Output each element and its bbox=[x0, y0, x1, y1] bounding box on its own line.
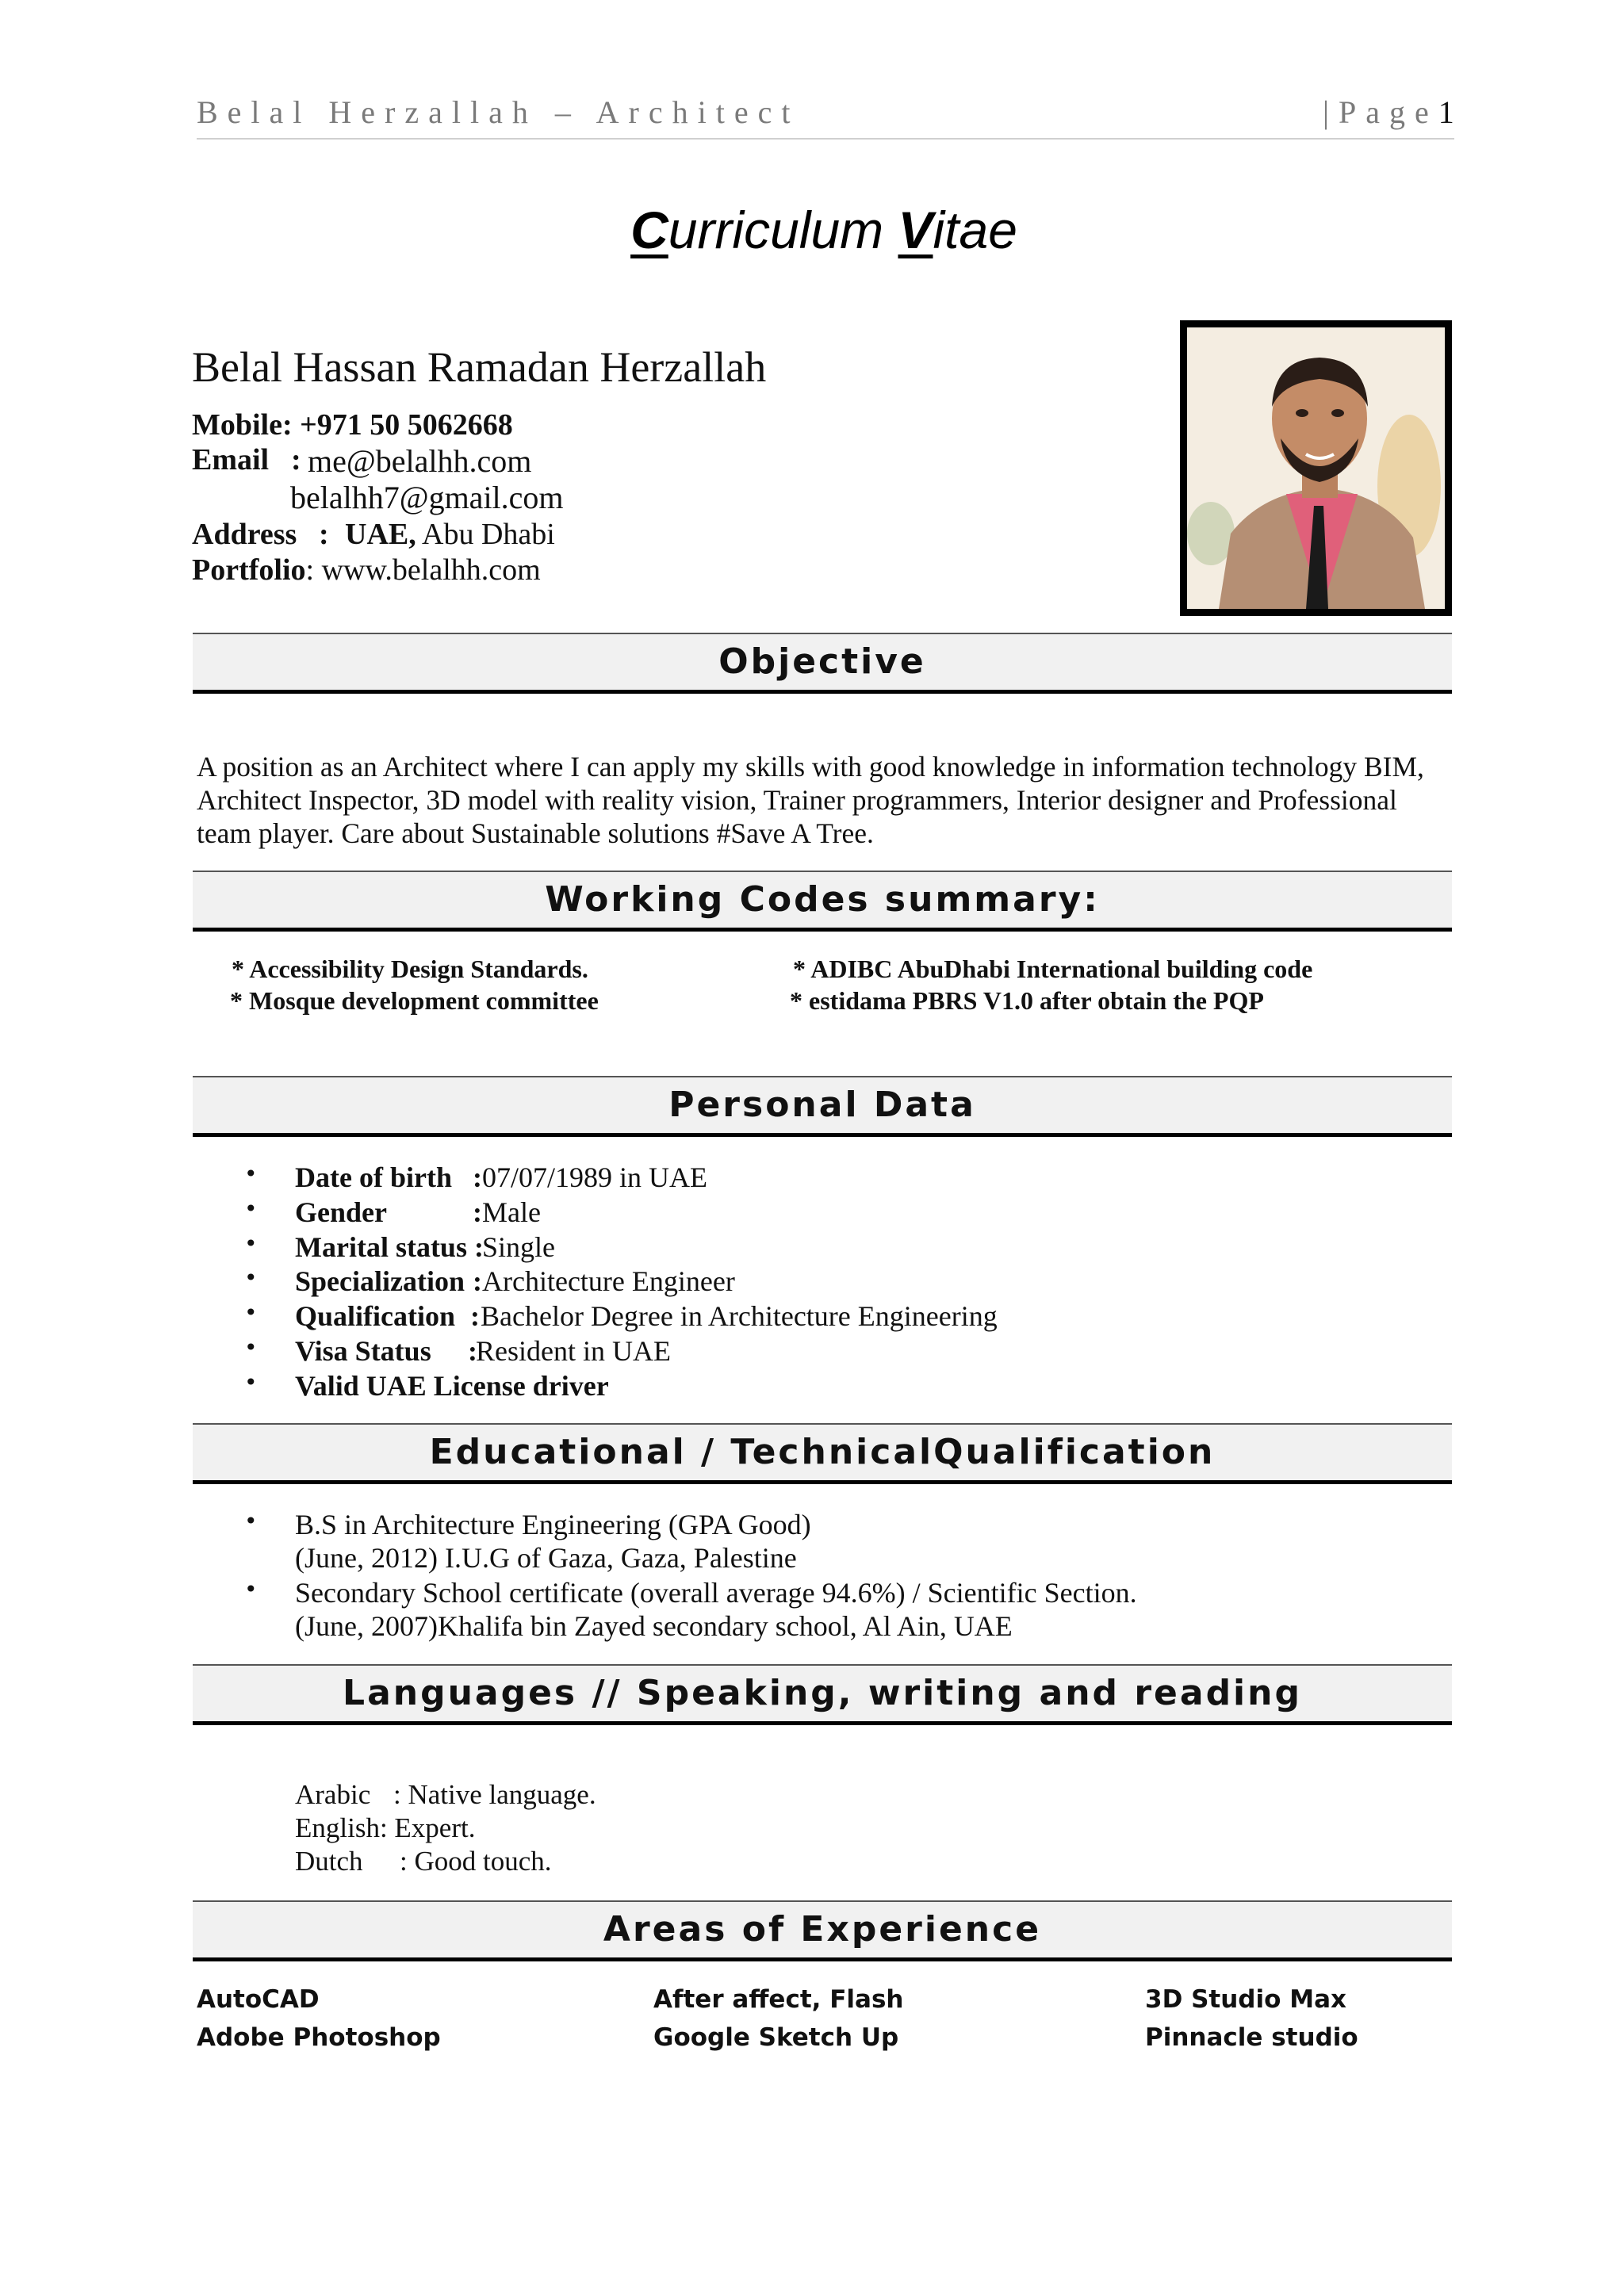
code-item: * Mosque development committee bbox=[230, 986, 599, 1015]
skill-item: After affect, Flash bbox=[653, 1985, 904, 2014]
profile-photo bbox=[1180, 320, 1452, 616]
email-line bbox=[192, 442, 532, 479]
address-line bbox=[192, 517, 555, 552]
objective-line-2: Architect Inspector, 3D model with reality vision, Trainer programmers, Interior designer and Professional bbox=[197, 784, 1397, 816]
field-label: Visa Status bbox=[295, 1335, 431, 1367]
title-v-rest: itae bbox=[933, 201, 1017, 259]
code-item: * estidama PBRS V1.0 after obtain the PQP bbox=[790, 986, 1264, 1015]
document-title bbox=[0, 200, 1624, 260]
education-detail: (June, 2007)Khalifa bin Zayed secondary school, Al Ain, UAE bbox=[295, 1610, 1013, 1642]
portfolio-url: : www.belalhh.com bbox=[305, 553, 541, 587]
email-secondary: belalhh7@gmail.com bbox=[290, 480, 564, 515]
address-label: Address bbox=[192, 518, 297, 551]
objective-line-3: team player. Care about Sustainable solutions #Save A Tree. bbox=[197, 817, 874, 849]
education-degree: B.S in Architecture Engineering (GPA Good) bbox=[295, 1509, 811, 1540]
section-areas-title: Areas of Experience bbox=[603, 1909, 1042, 1950]
portrait-illustration bbox=[1187, 327, 1445, 609]
field-label: Qualification bbox=[295, 1300, 456, 1332]
field-separator: : bbox=[473, 1161, 482, 1193]
field-label: Marital status bbox=[295, 1231, 467, 1263]
objective-text bbox=[197, 750, 1457, 850]
personal-list bbox=[0, 1161, 1624, 1414]
language-level: : Good touch. bbox=[400, 1846, 552, 1877]
skill-item: 3D Studio Max bbox=[1145, 1985, 1346, 2014]
list-item bbox=[0, 1508, 1624, 1576]
portfolio-label: Portfolio bbox=[192, 553, 306, 587]
code-item: * ADIBC AbuDhabi International building code bbox=[793, 955, 1313, 983]
list-item bbox=[0, 1230, 1624, 1265]
list-item bbox=[0, 1299, 1624, 1334]
language-name: Dutch bbox=[295, 1846, 363, 1877]
header-divider bbox=[197, 138, 1454, 140]
address-city: Abu Dhabi bbox=[422, 518, 555, 551]
language-level: : Native language. bbox=[393, 1779, 596, 1810]
field-label: Specialization bbox=[295, 1265, 465, 1297]
field-value: 07/07/1989 in UAE bbox=[482, 1161, 707, 1193]
address-separator: : bbox=[319, 518, 329, 551]
bullet-icon: • bbox=[244, 1265, 258, 1291]
bullet-icon: • bbox=[244, 1508, 258, 1534]
section-languages bbox=[193, 1664, 1452, 1725]
mobile-line bbox=[192, 408, 513, 442]
list-item bbox=[0, 1369, 1624, 1404]
field-label: Date of birth bbox=[295, 1161, 452, 1193]
field-separator: : bbox=[470, 1300, 480, 1332]
section-areas bbox=[193, 1900, 1452, 1961]
list-item bbox=[0, 1161, 1624, 1196]
code-item: * Accessibility Design Standards. bbox=[232, 955, 588, 983]
list-item bbox=[0, 1196, 1624, 1230]
language-item bbox=[295, 1779, 596, 1811]
field-value: Resident in UAE bbox=[476, 1335, 671, 1367]
skill-item: Pinnacle studio bbox=[1145, 2023, 1358, 2052]
email-separator: : bbox=[291, 443, 301, 476]
mobile-text: Mobile: +971 50 5062668 bbox=[192, 408, 513, 442]
section-objective-title: Objective bbox=[718, 641, 926, 682]
field-label: Gender bbox=[295, 1196, 387, 1228]
title-v-initial: V bbox=[898, 201, 933, 259]
full-name: Belal Hassan Ramadan Herzallah bbox=[192, 343, 767, 391]
skill-item: Adobe Photoshop bbox=[197, 2023, 441, 2052]
section-languages-title: Languages // Speaking, writing and reading bbox=[343, 1673, 1302, 1713]
section-working-codes-title: Working Codes summary: bbox=[545, 879, 1100, 920]
portfolio-line bbox=[192, 553, 541, 587]
field-value: Architecture Engineer bbox=[482, 1265, 735, 1297]
field-label: Valid UAE License driver bbox=[295, 1370, 609, 1402]
bullet-icon: • bbox=[244, 1196, 258, 1222]
field-separator: : bbox=[473, 1265, 482, 1297]
page-label: |Page bbox=[1323, 94, 1438, 130]
section-personal-data bbox=[193, 1076, 1452, 1137]
field-separator: : bbox=[473, 1196, 482, 1228]
list-item bbox=[0, 1334, 1624, 1369]
language-item bbox=[295, 1812, 475, 1844]
title-c-initial: C bbox=[630, 201, 668, 259]
skill-item: Google Sketch Up bbox=[653, 2023, 899, 2052]
language-name: Arabic bbox=[295, 1779, 371, 1810]
address-country: UAE, bbox=[345, 518, 416, 551]
field-value: Bachelor Degree in Architecture Engineering bbox=[481, 1300, 998, 1332]
education-list bbox=[0, 1508, 1624, 1651]
section-personal-title: Personal Data bbox=[668, 1085, 976, 1125]
objective-line-1: A position as an Architect where I can apply my skills with good knowledge in information technology BIM, bbox=[197, 751, 1424, 783]
languages-list bbox=[0, 1779, 1624, 1890]
bullet-icon: • bbox=[244, 1576, 258, 1602]
list-item bbox=[0, 1265, 1624, 1299]
email-label: Email bbox=[192, 443, 270, 476]
email-primary: me@belalhh.com bbox=[308, 443, 532, 479]
page-number: 1 bbox=[1438, 94, 1454, 130]
field-value: Male bbox=[482, 1196, 541, 1228]
title-c-rest: urriculum bbox=[668, 201, 898, 259]
page-header-title: Belal Herzallah – Architect bbox=[197, 94, 800, 130]
section-working-codes bbox=[193, 871, 1452, 932]
education-degree: Secondary School certificate (overall average 94.6%) / Scientific Section. bbox=[295, 1577, 1137, 1609]
field-separator: : bbox=[468, 1335, 477, 1367]
page-header-page bbox=[1323, 94, 1454, 131]
bullet-icon: • bbox=[244, 1230, 258, 1257]
section-education-title: Educational / TechnicalQualification bbox=[429, 1432, 1216, 1472]
list-item bbox=[0, 1576, 1624, 1644]
skill-item: AutoCAD bbox=[197, 1985, 320, 2014]
bullet-icon: • bbox=[244, 1161, 258, 1187]
language-level: : Expert. bbox=[379, 1812, 476, 1843]
section-education bbox=[193, 1423, 1452, 1484]
language-item bbox=[295, 1846, 552, 1877]
bullet-icon: • bbox=[244, 1334, 258, 1360]
section-objective bbox=[193, 633, 1452, 694]
language-name: English bbox=[295, 1812, 380, 1843]
field-value: Single bbox=[482, 1231, 556, 1263]
bullet-icon: • bbox=[244, 1369, 258, 1395]
education-detail: (June, 2012) I.U.G of Gaza, Gaza, Palestine bbox=[295, 1542, 797, 1574]
field-separator: : bbox=[474, 1231, 484, 1263]
bullet-icon: • bbox=[244, 1299, 258, 1326]
